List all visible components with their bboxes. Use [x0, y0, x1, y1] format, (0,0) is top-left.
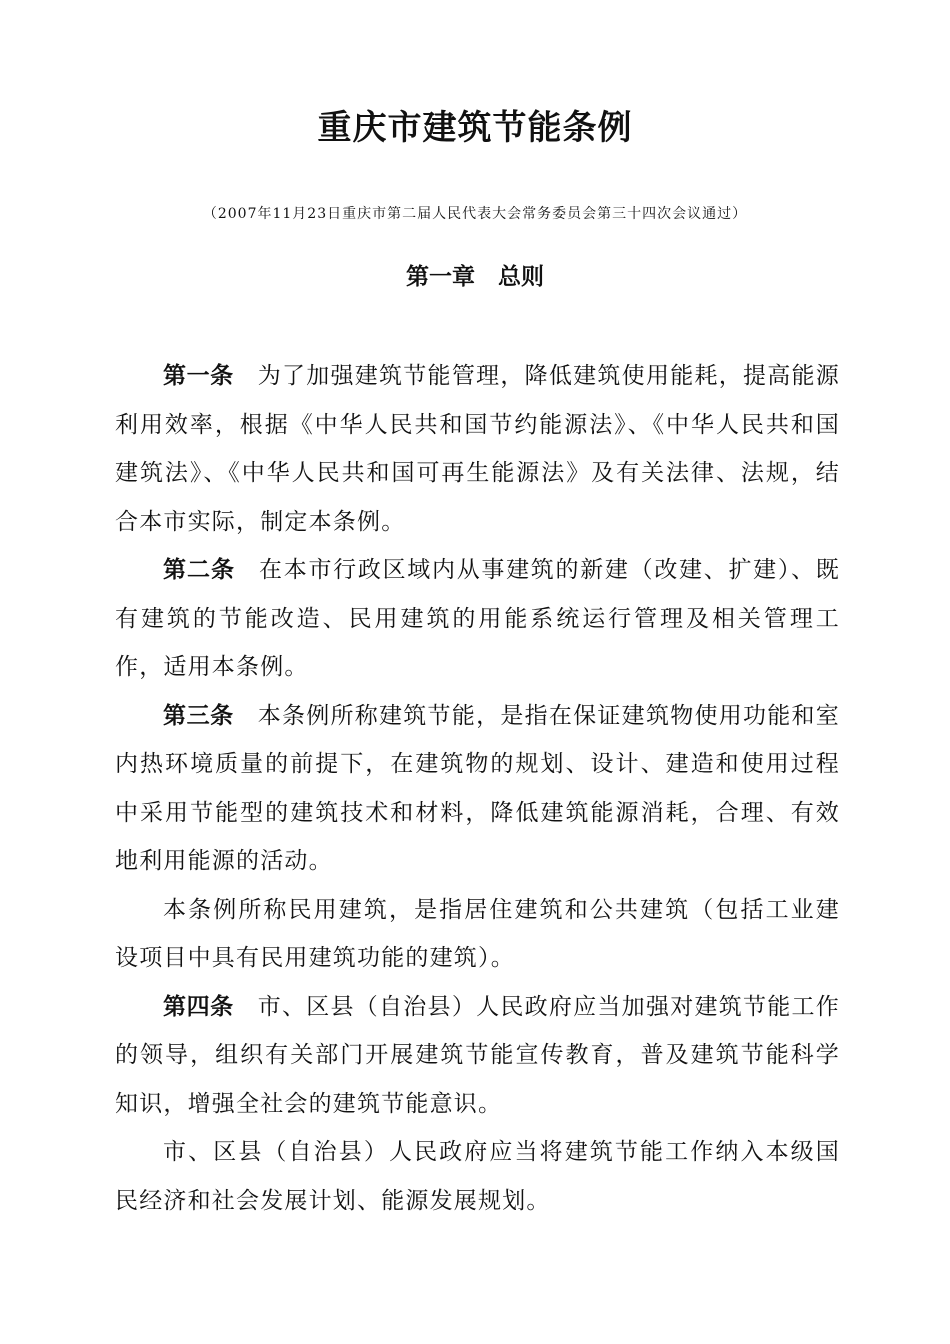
- article-text: 本条例所称建筑节能，是指在保证建筑物使用功能和室内热环境质量的前提下，在建筑物的规划、设计、建造和使用过程中采用节能型的建筑技术和材料，降低建筑能源消耗，合理、有效地利用能源的活动。: [115, 702, 840, 874]
- article-4: [115, 983, 840, 1129]
- article-text: 在本市行政区域内从事建筑的新建（改建、扩建）、既有建筑的节能改造、民用建筑的用能系统运行管理及相关管理工作，适用本条例。: [115, 557, 840, 680]
- document-body: [115, 352, 840, 1225]
- article-3-paragraph-2: 本条例所称民用建筑，是指居住建筑和公共建筑（包括工业建设项目中具有民用建筑功能的建筑）。: [115, 896, 840, 971]
- adoption-note: （2007年11月23日重庆市第二届人民代表大会常务委员会第三十四次会议通过）: [202, 206, 748, 222]
- article-number: 第四条: [163, 993, 234, 1020]
- article-text: 为了加强建筑节能管理，降低建筑使用能耗，提高能源利用效率，根据《中华人民共和国节约能源法》、《中华人民共和国建筑法》、《中华人民共和国可再生能源法》及有关法律、法规，结合本市实际，制定本条例。: [115, 363, 840, 535]
- document-title: 重庆市建筑节能条例: [317, 108, 633, 148]
- article-number: 第三条: [163, 702, 234, 729]
- article-3: [115, 692, 840, 886]
- chapter-heading: 第一章 总则: [406, 264, 544, 290]
- article-text: 市、区县（自治县）人民政府应当加强对建筑节能工作的领导，组织有关部门开展建筑节能宣传教育，普及建筑节能科学知识，增强全社会的建筑节能意识。: [115, 993, 840, 1117]
- article-4-paragraph-2: 市、区县（自治县）人民政府应当将建筑节能工作纳入本级国民经济和社会发展计划、能源发展规划。: [115, 1139, 840, 1214]
- article-1: [115, 352, 840, 546]
- article-2: [115, 546, 840, 692]
- article-number: 第一条: [163, 363, 234, 389]
- article-number: 第二条: [163, 557, 236, 583]
